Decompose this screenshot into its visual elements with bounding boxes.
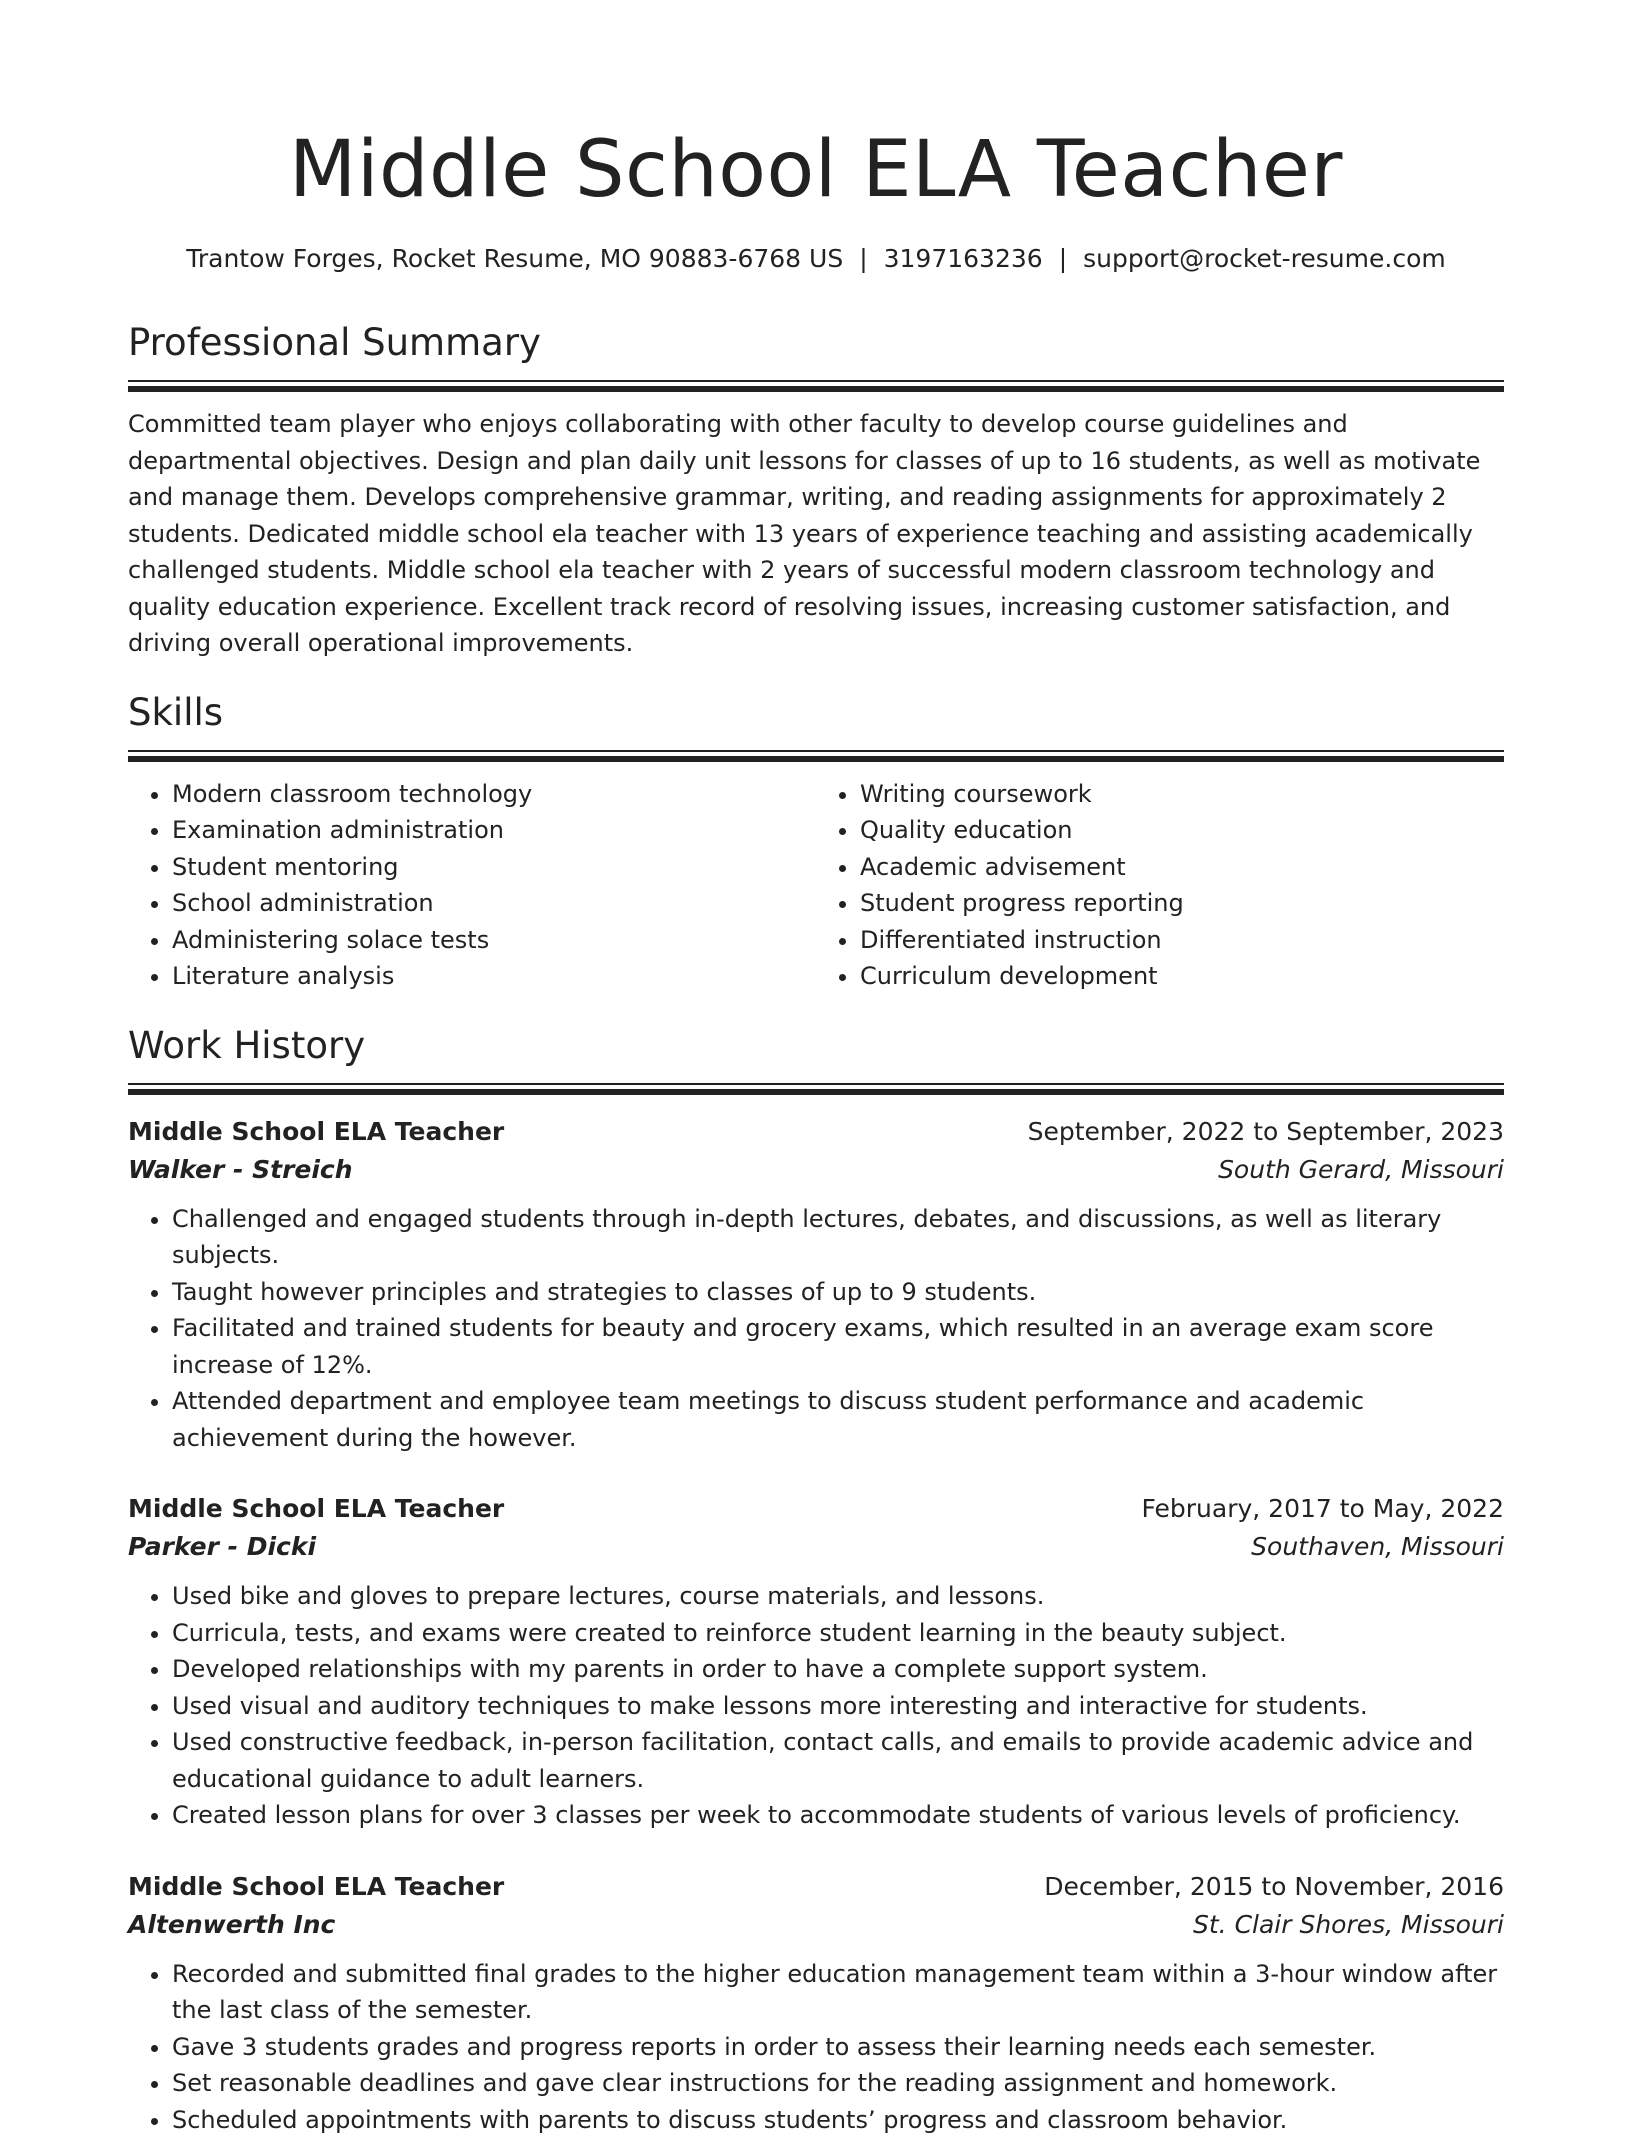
skill-item: • Differentiated instruction [860, 922, 1504, 959]
section-divider [128, 750, 1504, 762]
summary-text: Committed team player who enjoys collaborating with other faculty to develop course guidelines and departmental objectives. Design and plan daily unit lessons for classes of up to 16 students, as well as motivate and manage them. Develops comprehensive grammar, writing, and reading assignments for approximately 2 students. Dedicated middle school ela teacher with 13 years of experience teaching and assisting academically challenged students. Middle school ela teacher with 2 years of successful modern classroom technology and quality education experience. Excellent track record of resolving issues, increasing customer satisfaction, and driving overall operational improvements. [128, 406, 1504, 662]
section-title-work-history: Work History [128, 1023, 1504, 1069]
job-bullet: • Attended department and employee team meetings to discuss student performance and academic achievement during the however. [172, 1383, 1504, 1456]
job-company: Altenwerth Inc [128, 1906, 335, 1944]
professional-summary-section [128, 320, 1504, 662]
skill-item: • Modern classroom technology [172, 776, 816, 813]
job-bullet: • Recorded and submitted final grades to the higher education management team within a 3-hour window after the last class of the semester. [172, 1956, 1504, 2029]
resume-name: Middle School ELA Teacher [128, 120, 1504, 220]
contact-separator: | [1043, 244, 1083, 273]
skill-item: • Curriculum development [860, 958, 1504, 995]
job-bullet: • Scheduled appointments with parents to discuss students’ progress and classroom behavior. [172, 2102, 1504, 2138]
skill-item: • Student mentoring [172, 849, 816, 886]
job-bullet: • Created lesson plans for over 3 classes per week to accommodate students of various levels of proficiency. [172, 1797, 1504, 1834]
job-location: South Gerard, Missouri [1218, 1151, 1504, 1189]
job-location: Southaven, Missouri [1251, 1528, 1504, 1566]
section-divider [128, 380, 1504, 392]
job-entry [128, 1490, 1504, 1834]
job-title: Middle School ELA Teacher [128, 1868, 504, 1906]
job-company: Walker - Streich [128, 1151, 353, 1189]
job-bullet: • Facilitated and trained students for beauty and grocery exams, which resulted in an average exam score increase of 12%. [172, 1310, 1504, 1383]
job-bullet: • Used visual and auditory techniques to make lessons more interesting and interactive for students. [172, 1688, 1504, 1725]
job-bullets [128, 1201, 1504, 1457]
contact-address: Trantow Forges, Rocket Resume, MO 90883-6768 US [186, 244, 843, 273]
job-dates: December, 2015 to November, 2016 [1044, 1868, 1504, 1906]
job-title: Middle School ELA Teacher [128, 1490, 504, 1528]
job-bullet: • Curricula, tests, and exams were created to reinforce student learning in the beauty subject. [172, 1615, 1504, 1652]
job-entry [128, 1868, 1504, 2138]
contact-email[interactable]: support@rocket-resume.com [1083, 244, 1446, 273]
skills-section [128, 690, 1504, 995]
skill-item: • Administering solace tests [172, 922, 816, 959]
skill-item: • Writing coursework [860, 776, 1504, 813]
skill-item: • Student progress reporting [860, 885, 1504, 922]
job-bullet: • Set reasonable deadlines and gave clear instructions for the reading assignment and homework. [172, 2065, 1504, 2102]
skill-item: • Examination administration [172, 812, 816, 849]
job-bullet: • Taught however principles and strategies to classes of up to 9 students. [172, 1274, 1504, 1311]
job-dates: September, 2022 to September, 2023 [1028, 1113, 1504, 1151]
contact-phone: 3197163236 [884, 244, 1043, 273]
job-company-row [128, 1906, 1504, 1944]
job-bullet: • Used constructive feedback, in-person facilitation, contact calls, and emails to provide academic advice and educational guidance to adult learners. [172, 1724, 1504, 1797]
section-title-skills: Skills [128, 690, 1504, 736]
job-bullets [128, 1956, 1504, 2138]
skills-list-right [816, 776, 1504, 995]
job-bullet: • Challenged and engaged students through in-depth lectures, debates, and discussions, as well as literary subjects. [172, 1201, 1504, 1274]
job-header-row [128, 1868, 1504, 1906]
job-location: St. Clair Shores, Missouri [1193, 1906, 1504, 1944]
job-title: Middle School ELA Teacher [128, 1113, 504, 1151]
skill-item: • Literature analysis [172, 958, 816, 995]
resume-page [128, 0, 1504, 2138]
section-divider [128, 1083, 1504, 1095]
job-bullet: • Used bike and gloves to prepare lectures, course materials, and lessons. [172, 1578, 1504, 1615]
contact-line [128, 242, 1504, 276]
skill-item: • School administration [172, 885, 816, 922]
skill-item: • Quality education [860, 812, 1504, 849]
section-title-summary: Professional Summary [128, 320, 1504, 366]
job-company-row [128, 1528, 1504, 1566]
skills-list-left [128, 776, 816, 995]
job-bullet: • Developed relationships with my parents in order to have a complete support system. [172, 1651, 1504, 1688]
job-company-row [128, 1151, 1504, 1189]
job-company: Parker - Dicki [128, 1528, 316, 1566]
job-header-row [128, 1113, 1504, 1151]
job-bullet: • Gave 3 students grades and progress reports in order to assess their learning needs each semester. [172, 2029, 1504, 2066]
work-history-section [128, 1023, 1504, 2138]
skill-item: • Academic advisement [860, 849, 1504, 886]
skills-columns [128, 776, 1504, 995]
job-entry [128, 1113, 1504, 1457]
contact-separator: | [843, 244, 883, 273]
job-bullets [128, 1578, 1504, 1834]
job-dates: February, 2017 to May, 2022 [1142, 1490, 1505, 1528]
job-header-row [128, 1490, 1504, 1528]
